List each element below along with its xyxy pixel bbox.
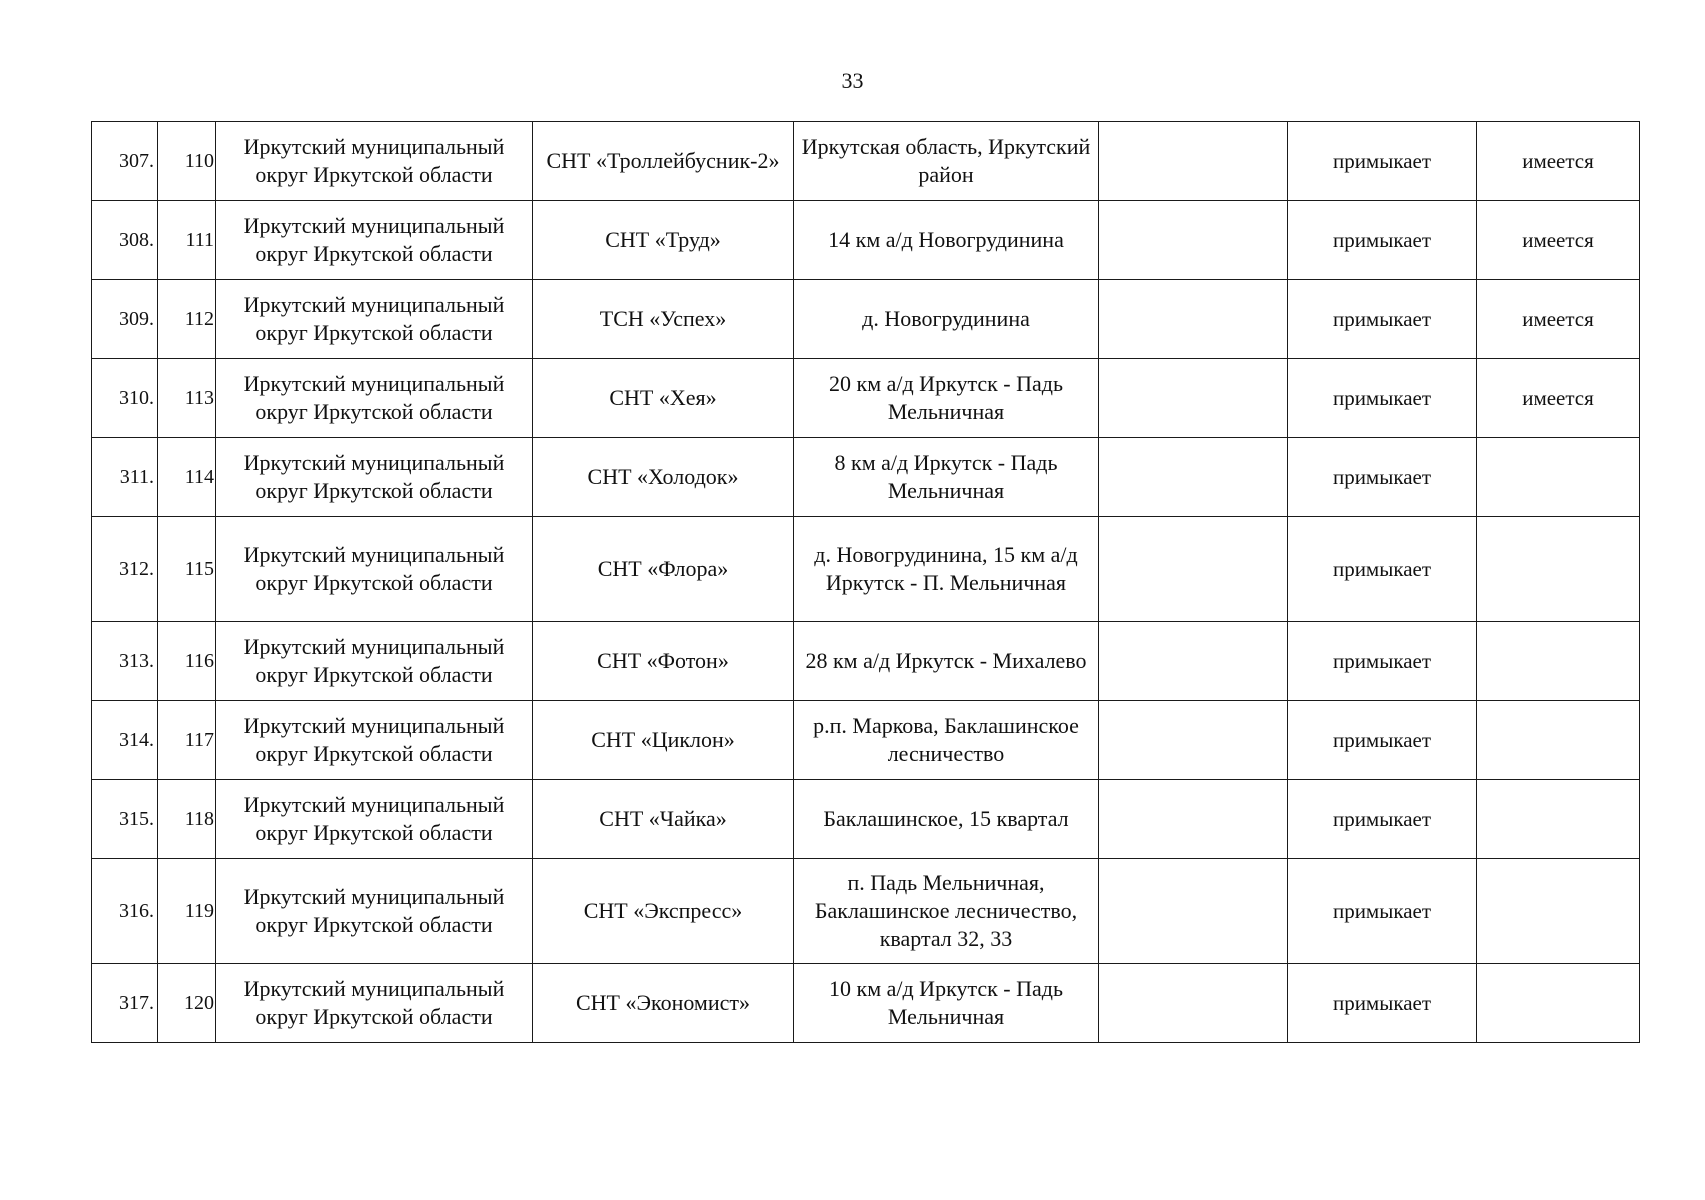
municipality-cell: Иркутский муниципальный округ Иркутской области bbox=[216, 517, 533, 622]
table-row bbox=[92, 122, 1640, 201]
empty-cell bbox=[1099, 438, 1288, 517]
adjacency-cell: примыкает bbox=[1288, 438, 1477, 517]
adjacency-cell: примыкает bbox=[1288, 859, 1477, 964]
organization-name-cell: СНТ «Холодок» bbox=[533, 438, 794, 517]
empty-cell bbox=[1099, 701, 1288, 780]
empty-cell bbox=[1099, 359, 1288, 438]
availability-cell bbox=[1477, 438, 1640, 517]
organization-name-cell: СНТ «Циклон» bbox=[533, 701, 794, 780]
location-cell: 14 км а/д Новогрудинина bbox=[794, 201, 1099, 280]
row-index-cell: 311. bbox=[92, 438, 158, 517]
adjacency-cell: примыкает bbox=[1288, 201, 1477, 280]
adjacency-cell: примыкает bbox=[1288, 780, 1477, 859]
table-row bbox=[92, 701, 1640, 780]
location-cell: р.п. Маркова, Баклашинское лесничество bbox=[794, 701, 1099, 780]
row-number-cell: 119 bbox=[158, 859, 216, 964]
organization-name-cell: СНТ «Экспресс» bbox=[533, 859, 794, 964]
row-index-cell: 309. bbox=[92, 280, 158, 359]
organization-name-cell: СНТ «Экономист» bbox=[533, 964, 794, 1043]
empty-cell bbox=[1099, 780, 1288, 859]
availability-cell bbox=[1477, 622, 1640, 701]
table-row bbox=[92, 201, 1640, 280]
location-cell: 20 км а/д Иркутск - Падь Мельничная bbox=[794, 359, 1099, 438]
organization-name-cell: СНТ «Фотон» bbox=[533, 622, 794, 701]
availability-cell: имеется bbox=[1477, 122, 1640, 201]
table-body bbox=[92, 122, 1640, 1043]
adjacency-cell: примыкает bbox=[1288, 517, 1477, 622]
row-index-cell: 314. bbox=[92, 701, 158, 780]
municipality-cell: Иркутский муниципальный округ Иркутской области bbox=[216, 622, 533, 701]
table-row bbox=[92, 359, 1640, 438]
row-index-cell: 308. bbox=[92, 201, 158, 280]
empty-cell bbox=[1099, 280, 1288, 359]
row-number-cell: 111 bbox=[158, 201, 216, 280]
location-cell: д. Новогрудинина, 15 км а/д Иркутск - П. Мельничная bbox=[794, 517, 1099, 622]
location-cell: д. Новогрудинина bbox=[794, 280, 1099, 359]
row-number-cell: 120 bbox=[158, 964, 216, 1043]
organization-name-cell: СНТ «Чайка» bbox=[533, 780, 794, 859]
table-row bbox=[92, 622, 1640, 701]
registry-table bbox=[91, 121, 1640, 1043]
row-number-cell: 118 bbox=[158, 780, 216, 859]
location-cell: 8 км а/д Иркутск - Падь Мельничная bbox=[794, 438, 1099, 517]
municipality-cell: Иркутский муниципальный округ Иркутской области bbox=[216, 201, 533, 280]
availability-cell: имеется bbox=[1477, 201, 1640, 280]
table-row bbox=[92, 517, 1640, 622]
organization-name-cell: СНТ «Труд» bbox=[533, 201, 794, 280]
location-cell: 10 км а/д Иркутск - Падь Мельничная bbox=[794, 964, 1099, 1043]
availability-cell bbox=[1477, 964, 1640, 1043]
row-index-cell: 312. bbox=[92, 517, 158, 622]
location-cell: п. Падь Мельничная, Баклашинское лесничество, квартал 32, 33 bbox=[794, 859, 1099, 964]
availability-cell bbox=[1477, 701, 1640, 780]
row-number-cell: 115 bbox=[158, 517, 216, 622]
row-number-cell: 110 bbox=[158, 122, 216, 201]
table-row bbox=[92, 859, 1640, 964]
row-number-cell: 113 bbox=[158, 359, 216, 438]
location-cell: 28 км а/д Иркутск - Михалево bbox=[794, 622, 1099, 701]
municipality-cell: Иркутский муниципальный округ Иркутской области bbox=[216, 438, 533, 517]
row-number-cell: 112 bbox=[158, 280, 216, 359]
availability-cell bbox=[1477, 780, 1640, 859]
row-index-cell: 313. bbox=[92, 622, 158, 701]
municipality-cell: Иркутский муниципальный округ Иркутской области bbox=[216, 780, 533, 859]
adjacency-cell: примыкает bbox=[1288, 122, 1477, 201]
empty-cell bbox=[1099, 517, 1288, 622]
adjacency-cell: примыкает bbox=[1288, 701, 1477, 780]
municipality-cell: Иркутский муниципальный округ Иркутской области bbox=[216, 280, 533, 359]
availability-cell: имеется bbox=[1477, 359, 1640, 438]
municipality-cell: Иркутский муниципальный округ Иркутской области bbox=[216, 964, 533, 1043]
location-cell: Иркутская область, Иркутский район bbox=[794, 122, 1099, 201]
availability-cell bbox=[1477, 517, 1640, 622]
location-cell: Баклашинское, 15 квартал bbox=[794, 780, 1099, 859]
organization-name-cell: ТСН «Успех» bbox=[533, 280, 794, 359]
empty-cell bbox=[1099, 622, 1288, 701]
availability-cell: имеется bbox=[1477, 280, 1640, 359]
row-index-cell: 307. bbox=[92, 122, 158, 201]
row-index-cell: 317. bbox=[92, 964, 158, 1043]
organization-name-cell: СНТ «Флора» bbox=[533, 517, 794, 622]
empty-cell bbox=[1099, 964, 1288, 1043]
page-number: 33 bbox=[841, 68, 864, 93]
empty-cell bbox=[1099, 859, 1288, 964]
table-row bbox=[92, 438, 1640, 517]
organization-name-cell: СНТ «Хея» bbox=[533, 359, 794, 438]
row-number-cell: 116 bbox=[158, 622, 216, 701]
row-index-cell: 310. bbox=[92, 359, 158, 438]
municipality-cell: Иркутский муниципальный округ Иркутской области bbox=[216, 859, 533, 964]
adjacency-cell: примыкает bbox=[1288, 622, 1477, 701]
row-number-cell: 117 bbox=[158, 701, 216, 780]
municipality-cell: Иркутский муниципальный округ Иркутской области bbox=[216, 359, 533, 438]
organization-name-cell: СНТ «Троллейбусник-2» bbox=[533, 122, 794, 201]
empty-cell bbox=[1099, 201, 1288, 280]
empty-cell bbox=[1099, 122, 1288, 201]
table-row bbox=[92, 964, 1640, 1043]
availability-cell bbox=[1477, 859, 1640, 964]
adjacency-cell: примыкает bbox=[1288, 280, 1477, 359]
row-number-cell: 114 bbox=[158, 438, 216, 517]
adjacency-cell: примыкает bbox=[1288, 964, 1477, 1043]
adjacency-cell: примыкает bbox=[1288, 359, 1477, 438]
row-index-cell: 316. bbox=[92, 859, 158, 964]
table-row bbox=[92, 280, 1640, 359]
row-index-cell: 315. bbox=[92, 780, 158, 859]
table-row bbox=[92, 780, 1640, 859]
municipality-cell: Иркутский муниципальный округ Иркутской области bbox=[216, 701, 533, 780]
municipality-cell: Иркутский муниципальный округ Иркутской области bbox=[216, 122, 533, 201]
